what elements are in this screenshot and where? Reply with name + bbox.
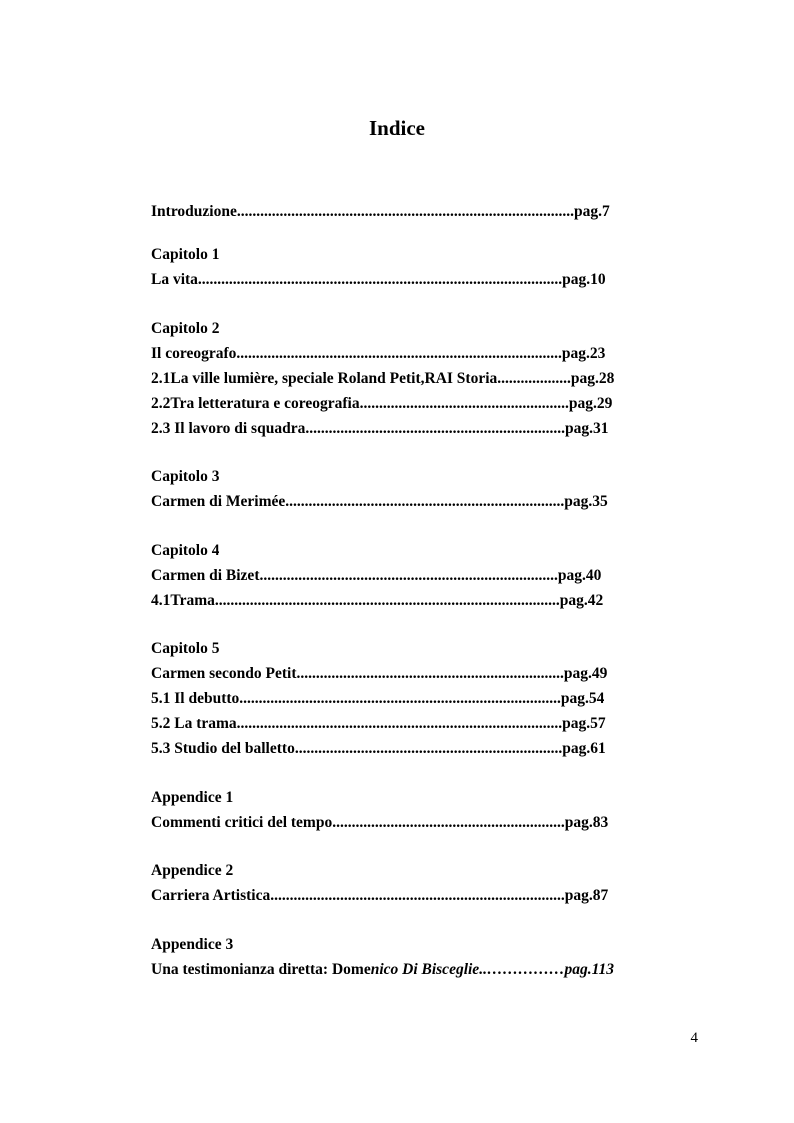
- toc-chapter-heading: Capitolo 3: [151, 468, 220, 485]
- toc-chapter-heading: Capitolo 4: [151, 542, 220, 559]
- toc-appendix-heading: Appendice 2: [151, 862, 234, 879]
- toc-entry-text-italic: nico Di Bisceglie..……………pag.113: [370, 961, 614, 978]
- page-title: Indice: [368, 116, 425, 140]
- toc-entry: Commenti critici del tempo............................................................pag.83: [151, 814, 609, 831]
- toc-entry: 5.3 Studio del balletto.....................................................................pag.61: [151, 740, 606, 757]
- toc-entry-introduzione: Introduzione.......................................................................................pag.7: [151, 203, 610, 220]
- toc-entry: 5.2 La trama....................................................................................pag.57: [151, 715, 606, 732]
- toc-entry: 4.1Trama.........................................................................................pag.42: [151, 592, 604, 609]
- page-number: 4: [690, 1030, 698, 1046]
- toc-entry: 5.1 Il debutto...................................................................................pag.54: [151, 690, 605, 707]
- toc-entry: La vita..............................................................................................pag.10: [151, 271, 606, 288]
- toc-entry: 2.1La ville lumière, speciale Roland Petit,RAI Storia...................pag.28: [151, 370, 615, 387]
- toc-entry: 2.3 Il lavoro di squadra...................................................................pag.31: [151, 420, 609, 437]
- toc-entry: Carriera Artistica............................................................................pag.87: [151, 887, 609, 904]
- toc-appendix-heading: Appendice 1: [151, 789, 234, 806]
- toc-entry: Il coreografo....................................................................................pag.23: [151, 345, 606, 362]
- toc-entry: Carmen di Merimée........................................................................pag.35: [151, 493, 608, 510]
- toc-chapter-heading: Capitolo 2: [151, 320, 220, 337]
- toc-chapter-heading: Capitolo 5: [151, 640, 220, 657]
- toc-appendix-heading: Appendice 3: [151, 936, 234, 953]
- toc-entry: Carmen di Bizet.............................................................................pag.40: [151, 567, 602, 584]
- toc-entry: Carmen secondo Petit.....................................................................pag.49: [151, 665, 608, 682]
- toc-entry: 2.2Tra letteratura e coreografia......................................................pag.29: [151, 395, 613, 412]
- toc-entry-testimonianza: [151, 960, 614, 980]
- toc-chapter-heading: Capitolo 1: [151, 246, 220, 263]
- toc-entry-text-regular: Una testimonianza diretta: Dome: [151, 961, 371, 978]
